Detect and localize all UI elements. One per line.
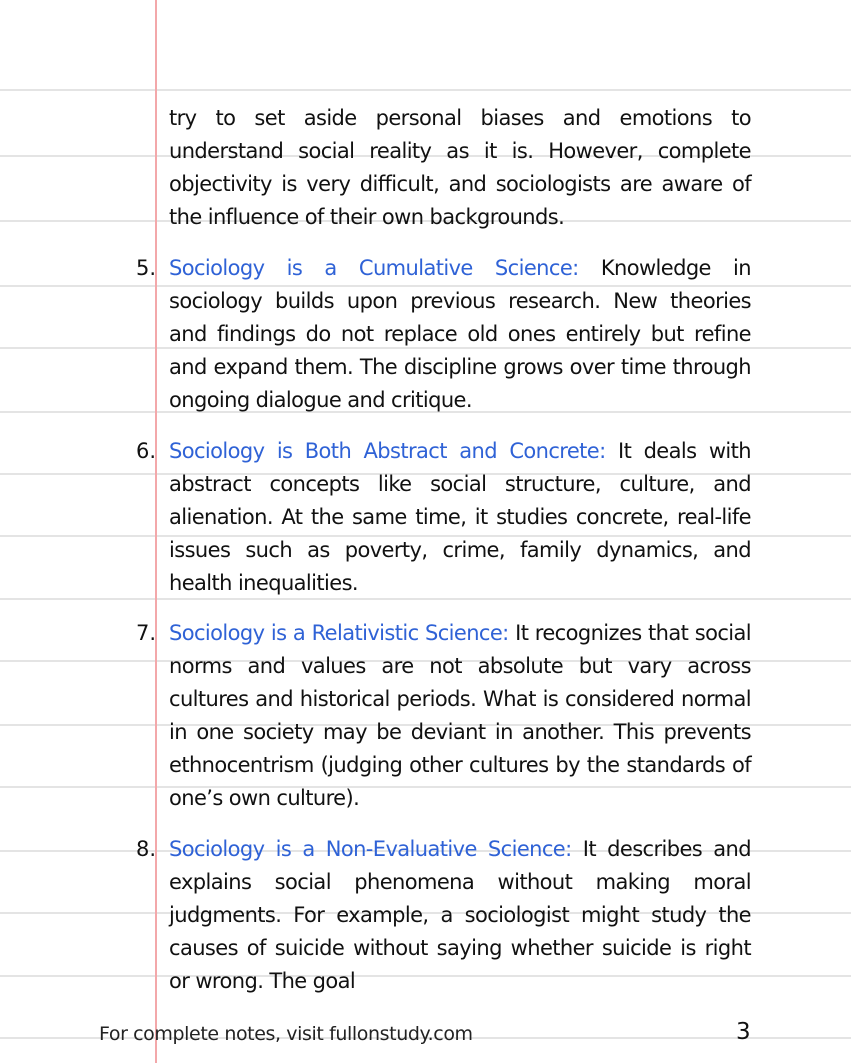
item-paragraph: [169, 833, 751, 998]
ruled-line: [0, 89, 851, 91]
item-number: 7.: [135, 621, 156, 645]
margin-line: [155, 0, 157, 1063]
item-number: 5.: [135, 256, 156, 280]
item-body: It deals with abstract concepts like social structure, culture, and alienation. At the same time, it studies concrete, real-life issues such as poverty, crime, family dynamics, and health inequalities.: [169, 439, 751, 595]
item-heading: Sociology is a Cumulative Science:: [169, 256, 579, 280]
intro-paragraph: try to set aside personal biases and emotions to understand social reality as it is. However, complete objectivity is very difficult, and sociologists are aware of the influence of their own backgrounds.: [169, 106, 751, 229]
item-heading: Sociology is a Relativistic Science:: [169, 621, 509, 645]
item-number: 8.: [135, 837, 156, 861]
item-number: 6.: [135, 439, 156, 463]
item-paragraph: [169, 252, 751, 417]
item-body: It recognizes that social norms and values are not absolute but vary across cultures and historical periods. What is considered normal in one society may be deviant in another. This prevents ethnocentrism (judging other cultures by the standards of one’s own culture).: [169, 621, 751, 810]
footer-note: For complete notes, visit fullonstudy.com: [99, 1023, 473, 1045]
item-heading: Sociology is Both Abstract and Concrete:: [169, 439, 606, 463]
item-body: It describes and explains social phenomena without making moral judgments. For example, a sociologist might study the causes of suicide without saying whether suicide is right or wrong. The goal: [169, 837, 751, 993]
item-paragraph: [169, 617, 751, 815]
page-number: 3: [736, 1019, 751, 1045]
item-body: Knowledge in sociology builds upon previous research. New theories and findings do not replace old ones entirely but refine and expand them. The discipline grows over time through ongoing dialogue and critique.: [169, 256, 752, 412]
item-heading: Sociology is a Non-Evaluative Science:: [169, 837, 572, 861]
item-paragraph: [169, 435, 751, 600]
